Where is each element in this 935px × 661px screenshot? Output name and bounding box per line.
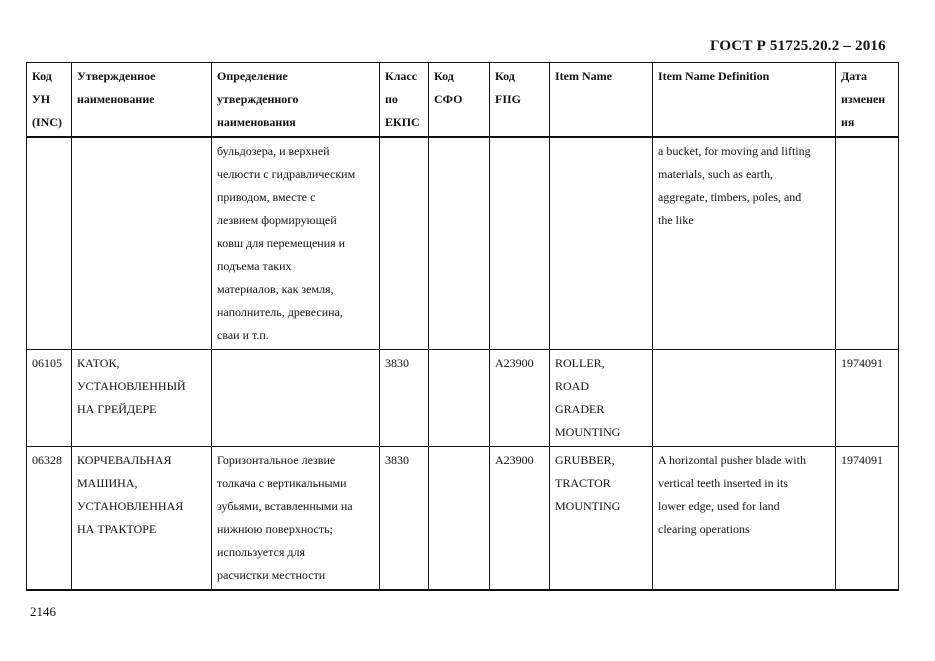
cell-item-name — [550, 137, 653, 350]
cell-item-definition — [653, 350, 836, 447]
cell-definition: бульдозера, и верхней челюсти с гидравлическим приводом, вместе с лезвием формирующей ковш для перемещения и подъема таких материалов, как земля, наполнитель, древесина, сваи и т.п. — [212, 137, 380, 350]
cell-inc: 06105 — [27, 350, 72, 447]
cell-date: 1974091 — [836, 447, 899, 591]
column-header-class: Класс по ЕКПС — [380, 63, 429, 138]
cell-item-definition: A horizontal pusher blade with vertical teeth inserted in its lower edge, used for land clearing operations — [653, 447, 836, 591]
cell-date: 1974091 — [836, 350, 899, 447]
page-number: 2146 — [30, 604, 56, 619]
cell-class: 3830 — [380, 447, 429, 591]
table-row — [27, 350, 899, 447]
cell-definition — [212, 350, 380, 447]
cell-fiig: A23900 — [490, 447, 550, 591]
cell-class — [380, 137, 429, 350]
cell-fiig — [490, 137, 550, 350]
cell-name — [72, 137, 212, 350]
cell-sfo — [429, 137, 490, 350]
column-header-inc: Код УН (INC) — [27, 63, 72, 138]
cell-sfo — [429, 447, 490, 591]
cell-item-name: ROLLER, ROAD GRADER MOUNTING — [550, 350, 653, 447]
column-header-fiig: Код FIIG — [490, 63, 550, 138]
column-header-item-definition: Item Name Definition — [653, 63, 836, 138]
cell-sfo — [429, 350, 490, 447]
cell-class: 3830 — [380, 350, 429, 447]
column-header-definition: Определение утвержденного наименования — [212, 63, 380, 138]
column-header-date: Дата изменен ия — [836, 63, 899, 138]
table-row — [27, 447, 899, 591]
column-header-item-name: Item Name — [550, 63, 653, 138]
cell-item-name: GRUBBER, TRACTOR MOUNTING — [550, 447, 653, 591]
document-standard-header: ГОСТ Р 51725.20.2 – 2016 — [710, 38, 886, 54]
cell-inc: 06328 — [27, 447, 72, 591]
table-row — [27, 137, 899, 350]
cell-inc — [27, 137, 72, 350]
column-header-name: Утвержденное наименование — [72, 63, 212, 138]
table-header-row — [27, 63, 899, 138]
column-header-sfo: Код СФО — [429, 63, 490, 138]
cell-definition: Горизонтальное лезвие толкача с вертикальными зубьями, вставленными на нижнюю поверхность; используется для расчистки местности — [212, 447, 380, 591]
cell-name: КАТОК, УСТАНОВЛЕННЫЙ НА ГРЕЙДЕРЕ — [72, 350, 212, 447]
cell-item-definition: a bucket, for moving and lifting materials, such as earth, aggregate, timbers, poles, and the like — [653, 137, 836, 350]
cell-name: КОРЧЕВАЛЬНАЯ МАШИНА, УСТАНОВЛЕННАЯ НА ТРАКТОРЕ — [72, 447, 212, 591]
catalog-table — [26, 62, 899, 591]
cell-date — [836, 137, 899, 350]
cell-fiig: A23900 — [490, 350, 550, 447]
